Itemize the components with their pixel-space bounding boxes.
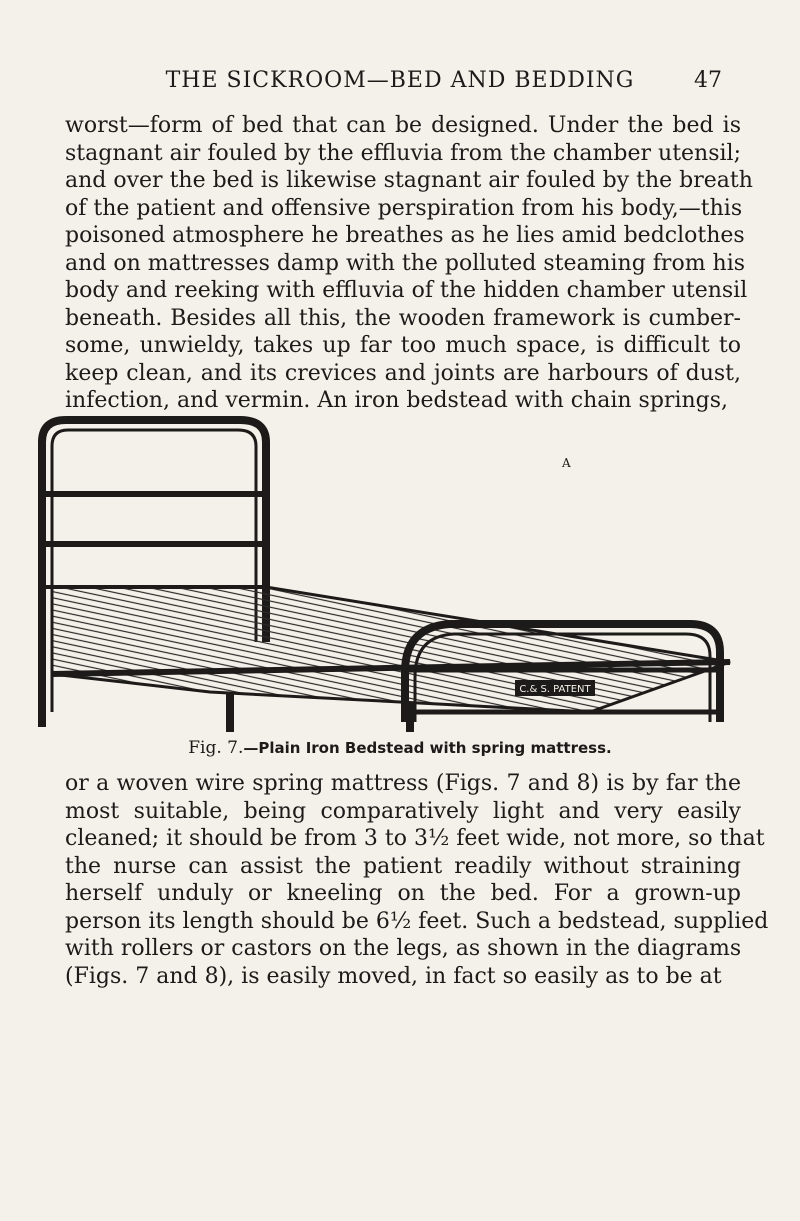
bedstead-illustration — [30, 412, 770, 732]
text-line: the nurse can assist the patient readily without straining — [65, 853, 741, 879]
text-line: some, unwieldy, takes up far too much space, is difficult to — [65, 333, 741, 358]
spring-mattress — [52, 587, 730, 712]
figure-caption — [0, 738, 800, 758]
text-line: beneath. Besides all this, the wooden framework is cumber- — [65, 305, 741, 331]
text-line: and on mattresses damp with the polluted steaming from his — [65, 250, 746, 276]
text-line: infection, and vermin. An iron bedstead with chain springs, — [65, 388, 729, 413]
text-line: with rollers or castors on the legs, as shown in the diagrams — [65, 936, 742, 961]
text-line: (Figs. 7 and 8), is easily moved, in fact so easily as to be at — [65, 963, 722, 989]
paragraph-bottom — [65, 770, 769, 990]
text-line: and over the bed is likewise stagnant air fouled by the breath — [65, 168, 753, 193]
corner-mark: A — [562, 456, 571, 470]
text-line: body and reeking with effluvia of the hidden chamber utensil — [65, 278, 748, 303]
caption-number: Fig. 7. — [188, 738, 244, 758]
text-line: herself unduly or kneeling on the bed. For a grown-up — [65, 881, 741, 906]
paragraph-top — [65, 112, 753, 415]
text-line: most suitable, being comparatively light and very easily — [65, 798, 741, 824]
text-line: cleaned; it should be from 3 to 3½ feet wide, not more, so that — [65, 826, 765, 851]
patent-label: C.& S. PATENT — [519, 684, 591, 695]
text-line: or a woven wire spring mattress (Figs. 7 and 8) is by far the — [65, 771, 741, 796]
text-line: person its length should be 6½ feet. Such a bedstead, supplied — [65, 908, 769, 934]
page-number: 47 — [694, 68, 722, 93]
text-line: poisoned atmosphere he breathes as he lies amid bedclothes — [65, 223, 745, 248]
text-line: stagnant air fouled by the effluvia from the chamber utensil; — [65, 140, 741, 166]
caption-text: —Plain Iron Bedstead with spring mattress. — [243, 739, 612, 757]
text-line: worst—form of bed that can be designed. Under the bed is — [65, 113, 741, 138]
text-line: keep clean, and its crevices and joints are harbours of dust, — [65, 360, 741, 386]
text-line: of the patient and offensive perspiration from his body,—this — [65, 195, 743, 221]
running-title: THE SICKROOM—BED AND BEDDING — [165, 68, 635, 93]
figure-bedstead — [30, 412, 770, 732]
running-header — [0, 62, 800, 102]
